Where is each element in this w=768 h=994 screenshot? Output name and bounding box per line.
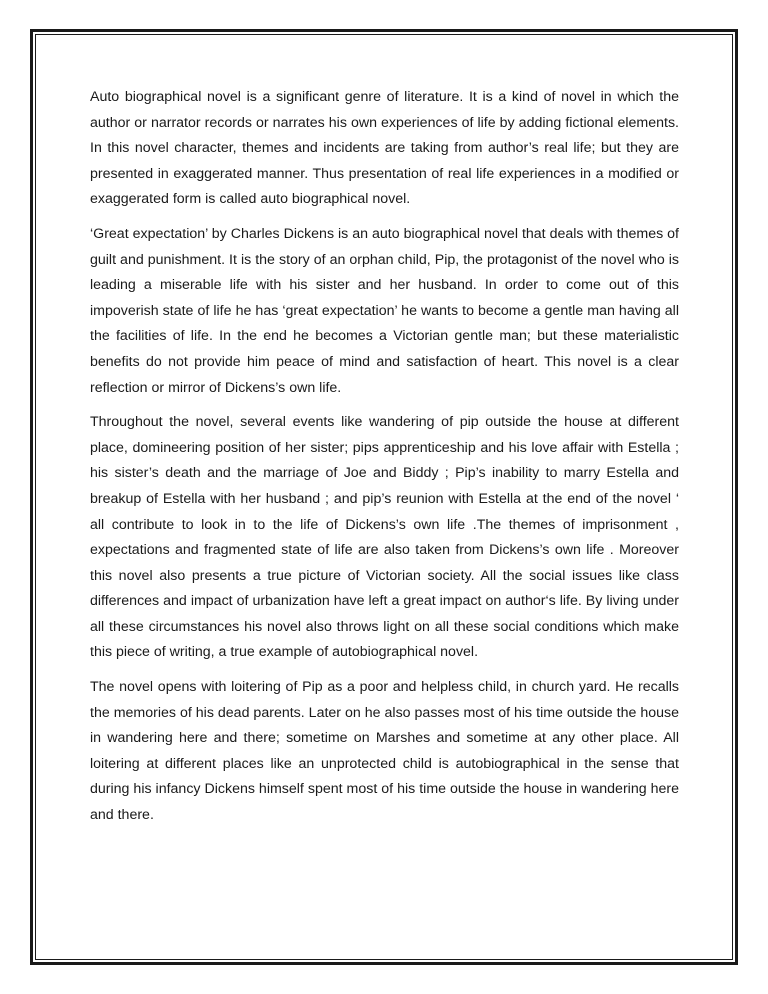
paragraph-3: Throughout the novel, several events like wandering of pip outside the house at different place, domineering position of her sister; pips apprenticeship and his love affair with Estella ; his sister’s death and the marriage of Joe and Biddy ; Pip’s inability to marry Estella and breakup of Estella with her husband ; and pip’s reunion with Estella at the end of the novel ‘ all contribute to look in to the life of Dickens’s own life .The themes of imprisonment , expectations and fragmented state of life are also taken from Dickens’s own life . Moreover this novel also presents a true picture of Victorian society. All the social issues like class differences and impact of urbanization have left a great impact on author‘s life. By living under all these circumstances his novel also throws light on all these social conditions which make this piece of writing, a true example of autobiographical novel.	[90, 414, 679, 661]
paragraph-1: Auto biographical novel is a significant genre of literature. It is a kind of novel in which the author or narrator records or narrates his own experiences of life by adding fictional elements. In this novel character, themes and incidents are taking from author’s real life; but they are presented in exaggerated manner. Thus presentation of real life experiences in a modified or exaggerated form is called auto biographical novel.	[90, 89, 679, 208]
paragraph-2: ‘Great expectation’ by Charles Dickens is an auto biographical novel that deals with themes of guilt and punishment. It is the story of an orphan child, Pip, the protagonist of the novel who is leading a miserable life with his sister and her husband. In order to come out of this impoverish state of life he has ‘great expectation’ he wants to become a gentle man having all the facilities of life. In the end he becomes a Victorian gentle man; but these materialistic benefits do not provide him peace of mind and satisfaction of heart. This novel is a clear reflection or mirror of Dickens’s own life.	[90, 225, 679, 396]
paragraph-4: The novel opens with loitering of Pip as a poor and helpless child, in church yard. He recalls the memories of his dead parents. Later on he also passes most of his time outside the house in wandering here and there; sometime on Marshes and sometime at any other place. All loitering at different places like an unprotected child is autobiographical in the sense that during his infancy Dickens himself spent most of his time outside the house in wandering here and there.	[90, 679, 679, 824]
document-body	[90, 85, 679, 838]
